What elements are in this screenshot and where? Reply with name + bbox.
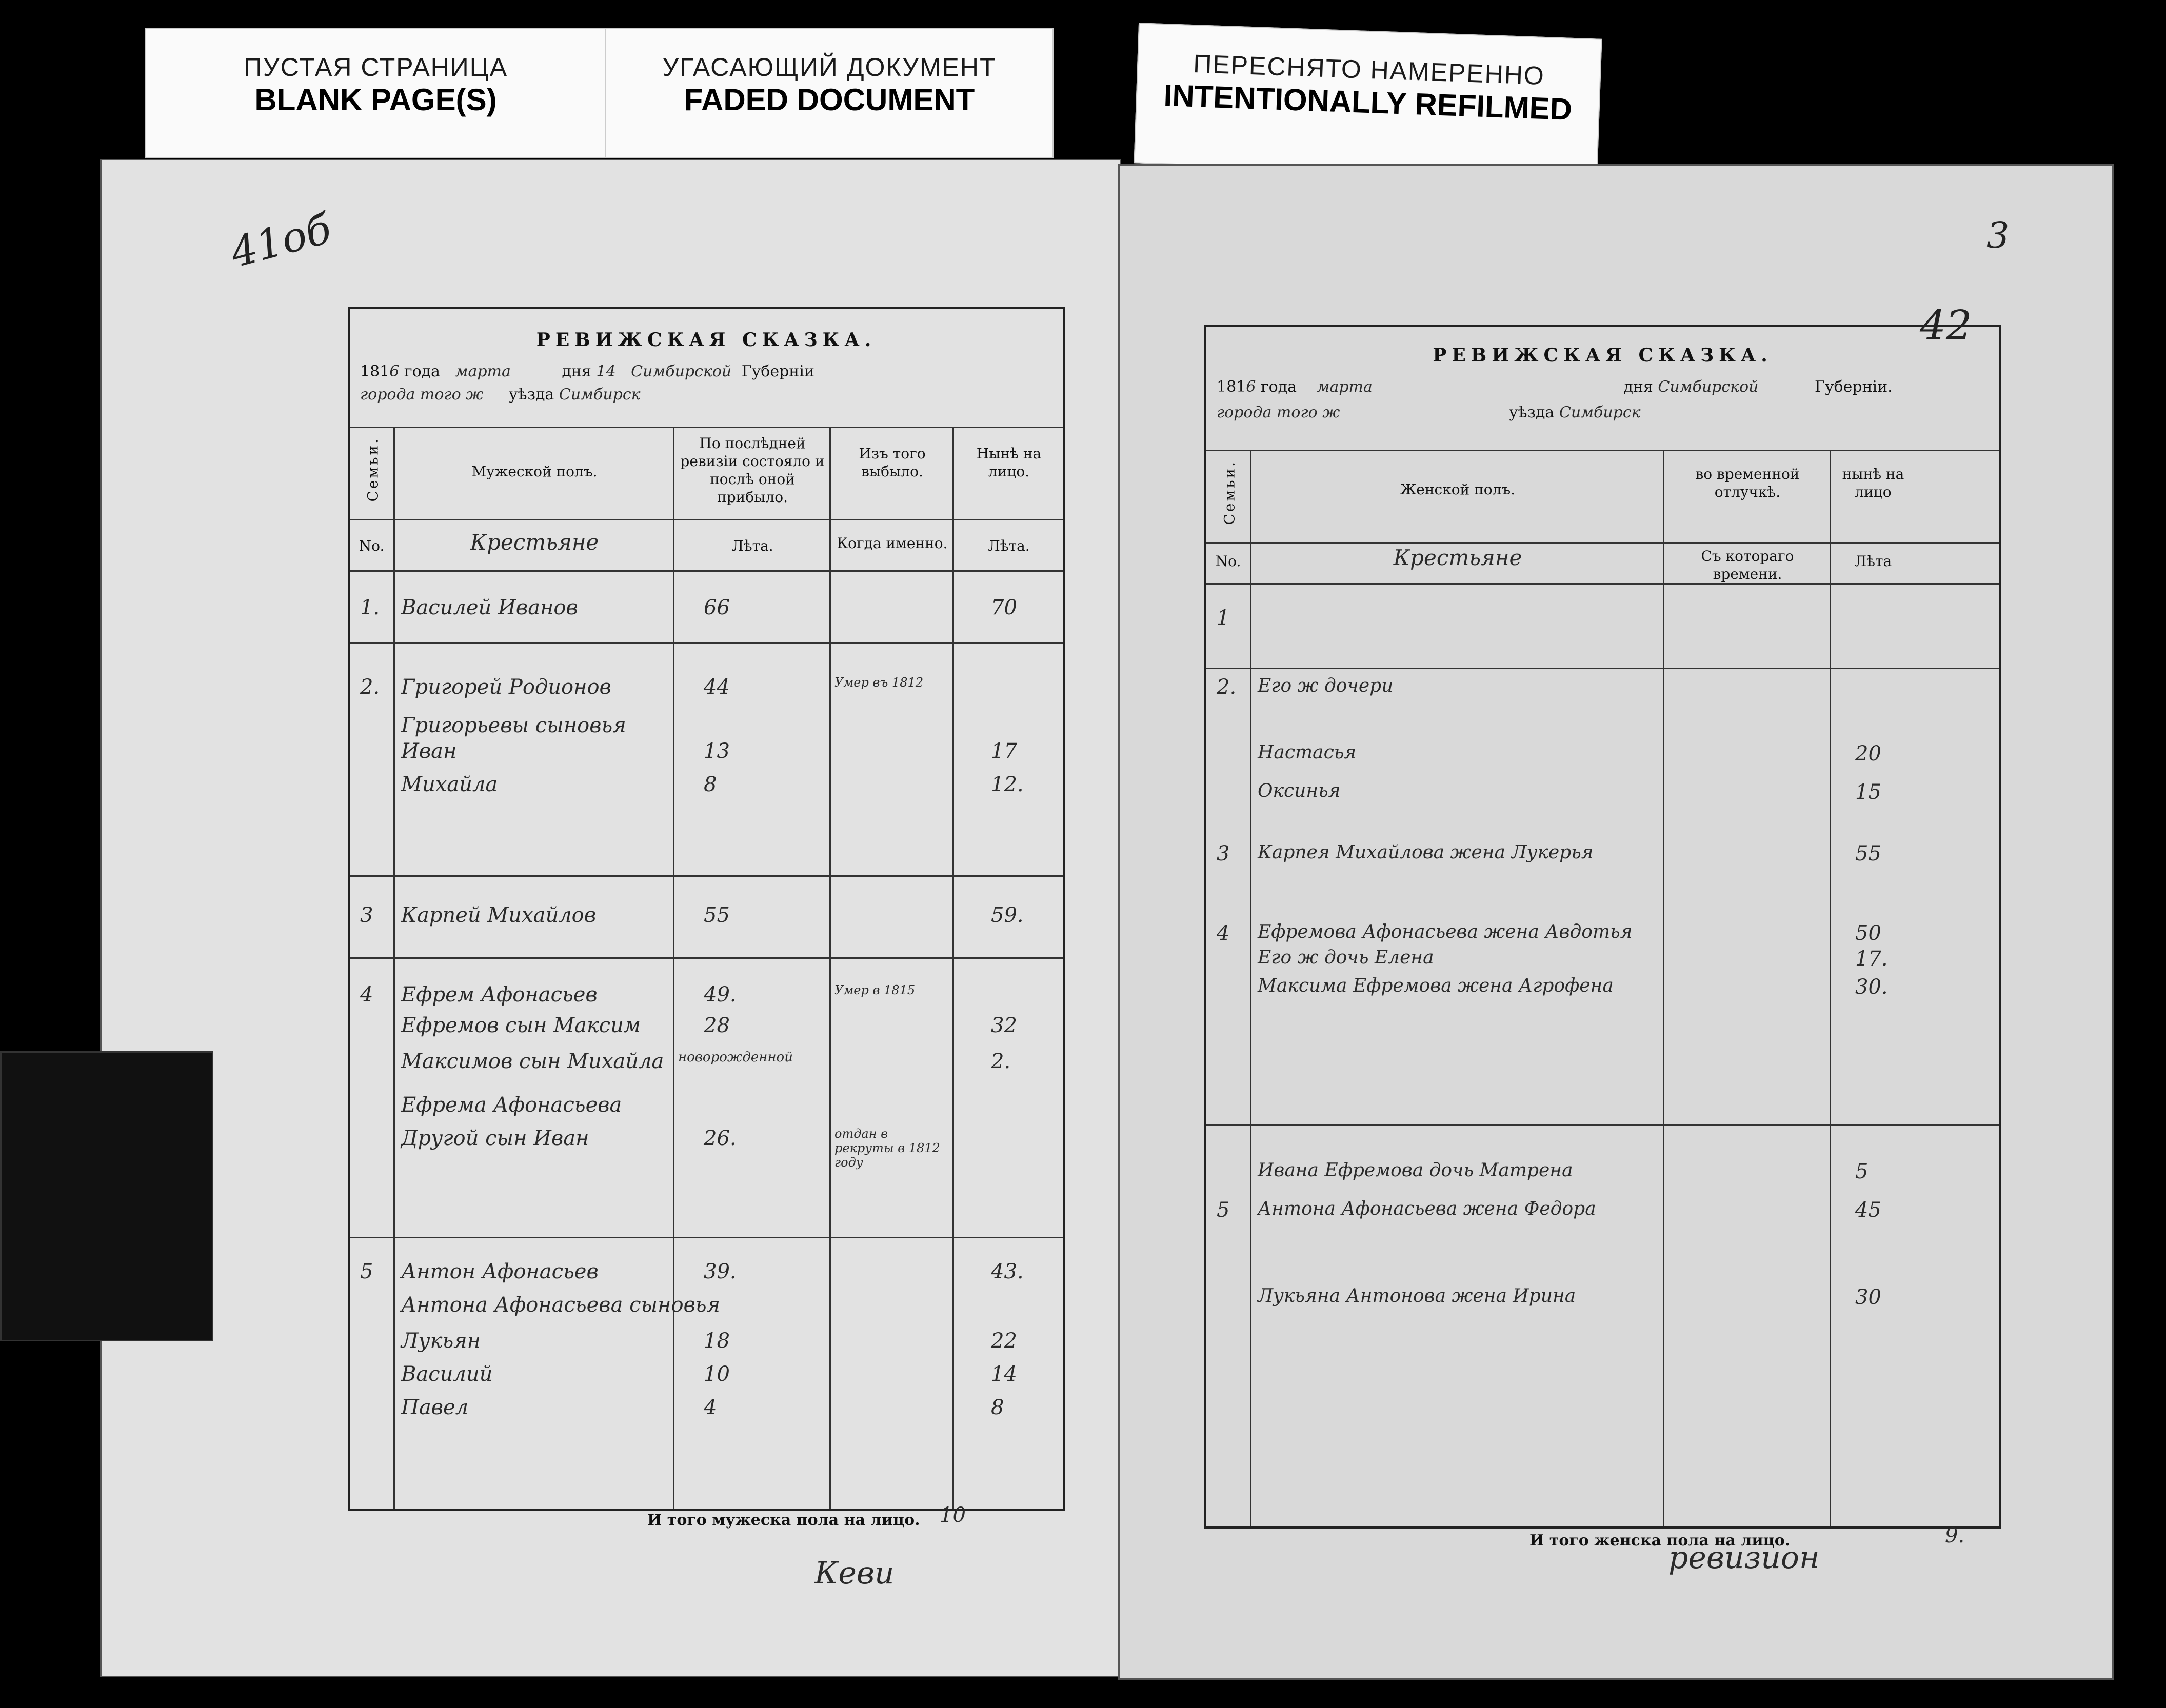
- col-now-header: нынѣ на лицо: [1842, 466, 1904, 500]
- year-hand: 6: [389, 363, 400, 380]
- day-hand: 14: [596, 363, 616, 380]
- left-row-now: 2.: [991, 1050, 1011, 1073]
- left-row-name: Карпей Михайлов: [401, 903, 597, 927]
- year-prefix: 181: [360, 363, 390, 380]
- left-row-name: Василей Иванов: [401, 596, 578, 619]
- right-row-no: 3: [1217, 842, 1230, 866]
- right-row-name: Его ж дочь Елена: [1258, 947, 1434, 968]
- left-row-last: 55: [704, 903, 730, 927]
- left-row-name: Михайла: [401, 773, 498, 796]
- uezd-word: уѣзда: [1508, 404, 1555, 421]
- col-no-label: No.: [1215, 553, 1241, 570]
- header-bottom-rule: [1206, 583, 1999, 585]
- left-row-name: Ефрем Афонасьев: [401, 983, 598, 1007]
- left-row-now: 8: [991, 1396, 1004, 1419]
- left-row-name: Другой сын Иван: [401, 1127, 589, 1150]
- refilmed-label-en: INTENTIONALLY REFILMED: [1163, 78, 1573, 127]
- left-row-now: 17: [991, 739, 1017, 763]
- col-departed-header: Изъ того выбыло.: [859, 445, 926, 480]
- left-row-now: 70: [991, 596, 1017, 619]
- year-hand: 6: [1246, 378, 1256, 396]
- left-row-last: 39.: [704, 1260, 737, 1283]
- town-hand: города того ж: [360, 386, 484, 404]
- faded-label-en: FADED DOCUMENT: [684, 83, 975, 117]
- right-row-name: Оксинья: [1258, 780, 1341, 801]
- left-date-line: [360, 363, 814, 380]
- right-row-name: Настасья: [1258, 742, 1357, 763]
- right-row-name: Максима Ефремова жена Агрофена: [1258, 975, 1614, 996]
- blank-label-en: BLANK PAGE(S): [254, 83, 497, 117]
- left-revision-form: [348, 307, 1065, 1529]
- left-row-last: 49.: [704, 983, 737, 1007]
- left-page: [100, 159, 1121, 1677]
- left-row-dep: Умер въ 1812: [834, 675, 924, 690]
- left-form-title: РЕВИЖСКАЯ СКАЗКА.: [536, 329, 877, 351]
- refilmed-label: [1134, 23, 1602, 179]
- right-row-now: 5: [1855, 1160, 1869, 1183]
- family-rule: [350, 642, 1063, 644]
- left-row-no: 5: [360, 1260, 373, 1283]
- left-row-last: 66: [704, 596, 730, 619]
- estate-hand: Крестьяне: [1393, 545, 1522, 570]
- left-row-name: Павел: [401, 1396, 469, 1419]
- left-row-name: Антона Афонасьева сыновья: [401, 1293, 721, 1317]
- left-row-now: 43.: [991, 1260, 1024, 1283]
- family-rule: [350, 957, 1063, 959]
- year-word: года: [1260, 378, 1297, 396]
- left-row-dep: отдан в рекруты в 1812 году: [834, 1127, 940, 1170]
- left-row-name: Максимов сын Михайла: [401, 1050, 664, 1073]
- left-footer: И того мужеска пола на лицо.: [647, 1511, 920, 1529]
- header-mid-rule: [350, 519, 1063, 520]
- left-row-name: Ефремов сын Максим: [401, 1014, 641, 1037]
- col-years2-label: Лѣта.: [988, 537, 1030, 554]
- col-years-label: Лѣта: [1854, 553, 1892, 570]
- year-word: года: [404, 363, 441, 380]
- left-row-now: 32: [991, 1014, 1017, 1037]
- right-row-name: Антона Афонасьева жена Федора: [1258, 1198, 1596, 1219]
- faded-document-label: [605, 28, 1054, 158]
- col-divider: [1250, 450, 1251, 1526]
- right-folio-number: 42: [1920, 302, 1972, 349]
- col-female-header: Женской полъ.: [1400, 481, 1516, 498]
- right-row-now: 17.: [1855, 947, 1888, 971]
- province-word: Губернiи: [741, 363, 814, 380]
- left-row-no: 2.: [360, 675, 380, 699]
- binding-clip: [0, 1051, 213, 1341]
- year-prefix: 181: [1217, 378, 1246, 396]
- right-row-no: 4: [1217, 921, 1230, 945]
- family-rule: [350, 875, 1063, 877]
- refilmed-label-ru: ПЕРЕСНЯТО НАМЕРЕННО: [1193, 49, 1545, 90]
- uezd-word: уѣзда: [508, 386, 554, 404]
- header-bottom-rule: [350, 570, 1063, 572]
- right-row-now: 30: [1855, 1285, 1881, 1309]
- col-divider: [1830, 450, 1831, 1526]
- right-top-folio: 3: [1986, 214, 2010, 256]
- header-mid-rule: [1206, 542, 1999, 544]
- left-row-last: 28: [704, 1014, 730, 1037]
- province-hand: Симбирской: [631, 363, 732, 380]
- left-row-no: 1.: [360, 596, 380, 619]
- left-footer-total: 10: [940, 1503, 966, 1527]
- col-family-header: Семьи.: [1221, 459, 1238, 525]
- right-revision-form: [1204, 325, 2001, 1550]
- right-row-name: Карпея Михайлова жена Лукерья: [1258, 842, 1594, 863]
- left-row-name: Лукьян: [401, 1329, 481, 1353]
- right-form-title: РЕВИЖСКАЯ СКАЗКА.: [1433, 345, 1773, 366]
- family-rule: [1206, 668, 1999, 669]
- left-row-last: 26.: [704, 1127, 737, 1150]
- table-top-rule: [1206, 450, 1999, 451]
- left-row-name: Антон Афонасьев: [401, 1260, 599, 1283]
- right-date-line: [1217, 378, 1893, 396]
- col-divider: [829, 427, 831, 1509]
- right-row-no: 5: [1217, 1198, 1230, 1222]
- right-row-now: 30.: [1855, 975, 1888, 999]
- col-absent-header: во временной отлучкѣ.: [1695, 466, 1800, 500]
- col-now-header: Нынѣ на лицо.: [976, 445, 1042, 480]
- right-row-now: 20: [1855, 742, 1881, 766]
- left-folio-number: 41об: [225, 204, 336, 277]
- left-row-no: 4: [360, 983, 373, 1007]
- col-years-label: Лѣта.: [731, 537, 773, 554]
- col-divider: [1663, 450, 1664, 1526]
- right-row-name: Ефремова Афонасьева жена Авдотья: [1258, 921, 1633, 942]
- left-row-name: Иван: [401, 739, 457, 763]
- family-rule: [1206, 1124, 1999, 1126]
- day-hand: Симбирской: [1658, 378, 1759, 396]
- left-row-name: Василий: [401, 1362, 493, 1386]
- month-hand: марта: [1317, 378, 1373, 396]
- left-uezd-line: [360, 386, 641, 404]
- left-row-now: 14: [991, 1362, 1017, 1386]
- blank-pages-label: [145, 28, 606, 158]
- right-footer-total: 9.: [1945, 1524, 1965, 1548]
- uezd-hand: Симбирск: [1559, 404, 1641, 421]
- left-row-name: Григорей Родионов: [401, 675, 611, 699]
- left-row-last: 44: [704, 675, 730, 699]
- uezd-hand: Симбирск: [559, 386, 641, 404]
- left-row-last: 18: [704, 1329, 730, 1353]
- day-word: дня: [562, 363, 591, 380]
- col-no-label: No.: [359, 537, 385, 554]
- right-row-now: 50: [1855, 921, 1881, 945]
- col-family-header: Семьи.: [364, 436, 382, 502]
- right-page: [1118, 164, 2114, 1680]
- town-hand: города того ж: [1217, 404, 1340, 421]
- right-signature: ревизион: [1668, 1540, 1820, 1576]
- left-row-last: новорожденной: [678, 1050, 793, 1065]
- province-word: Губернiи.: [1815, 378, 1893, 396]
- col-divider: [393, 427, 395, 1509]
- left-row-name: Ефрема Афонасьева: [401, 1093, 622, 1117]
- left-signature: Кеви: [814, 1555, 895, 1591]
- right-row-name: Ивана Ефремова дочь Матрена: [1258, 1160, 1573, 1181]
- right-row-now: 45: [1855, 1198, 1881, 1222]
- left-row-last: 4: [704, 1396, 717, 1419]
- blank-label-ru: ПУСТАЯ СТРАНИЦА: [243, 53, 508, 82]
- right-row-name: Лукьяна Антонова жена Ирина: [1258, 1285, 1576, 1307]
- right-uezd-line: [1217, 404, 1641, 421]
- left-row-now: 12.: [991, 773, 1024, 796]
- right-footer: И того женска пола на лицо.: [1529, 1532, 1791, 1550]
- left-row-now: 59.: [991, 903, 1024, 927]
- family-rule: [350, 1237, 1063, 1238]
- day-word: дня: [1623, 378, 1653, 396]
- right-row-no: 2.: [1217, 675, 1237, 699]
- right-row-no: 1: [1217, 606, 1230, 630]
- col-when-label: Когда именно.: [837, 535, 948, 552]
- left-row-last: 13: [704, 739, 730, 763]
- col-last-rev-header: По послѣдней ревизiи состояло и послѣ оной прибыло.: [680, 435, 825, 506]
- left-row-name: Григорьевы сыновья: [401, 714, 626, 737]
- col-male-header: Мужеской полъ.: [471, 463, 598, 480]
- estate-hand: Крестьяне: [470, 530, 599, 555]
- faded-label-ru: УГАСАЮЩИЙ ДОКУМЕНТ: [662, 53, 997, 82]
- month-hand: марта: [455, 363, 511, 380]
- left-row-no: 3: [360, 903, 373, 927]
- right-row-name: Его ж дочери: [1258, 675, 1394, 696]
- col-divider: [952, 427, 954, 1509]
- left-row-last: 10: [704, 1362, 730, 1386]
- table-top-rule: [350, 427, 1063, 428]
- right-row-now: 15: [1855, 780, 1881, 804]
- col-divider: [673, 427, 674, 1509]
- left-row-last: 8: [704, 773, 717, 796]
- left-row-now: 22: [991, 1329, 1017, 1353]
- left-row-dep: Умер в 1815: [834, 983, 916, 997]
- col-since-label: Съ котораго времени.: [1701, 548, 1794, 582]
- right-row-now: 55: [1855, 842, 1881, 866]
